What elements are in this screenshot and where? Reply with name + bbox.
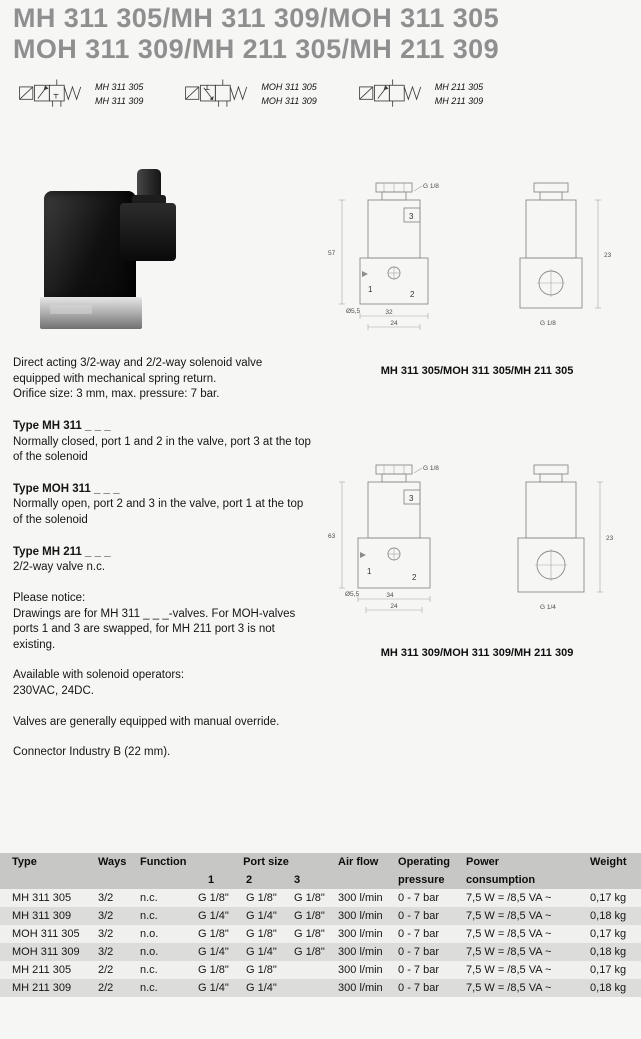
col-header-port3: 3	[292, 871, 336, 889]
col-header-function: Function	[138, 853, 196, 889]
col-header-type: Type	[0, 853, 96, 889]
table-cell: G 1/4"	[246, 982, 277, 994]
dim-label-side: 23	[604, 252, 612, 259]
table-cell: 7,5 W = /8,5 VA ~	[466, 928, 552, 940]
drawing-set-305	[318, 158, 636, 377]
table-cell: G 1/8"	[246, 964, 277, 976]
symbol-group-moh311	[179, 76, 316, 116]
port3-label: 3	[409, 494, 414, 503]
table-cell: MH 211 305	[12, 964, 72, 976]
type-mh211-heading: Type MH 211 _ _ _	[13, 545, 111, 558]
col-header-port2: 2	[244, 871, 292, 889]
type-moh311-body: Normally open, port 2 and 3 in the valve, port 1 at the top of the solenoid	[13, 498, 304, 526]
col-header-air-flow: Air flow	[336, 853, 396, 889]
dim-label-thread-top: G 1/8	[423, 183, 439, 190]
col-header-power: Power	[464, 853, 588, 871]
dim-label-width2: 24	[390, 320, 398, 327]
table-cell: MH 311 309	[12, 910, 72, 922]
port2-label: 2	[412, 573, 417, 582]
available-line2: 230VAC, 24DC.	[13, 685, 94, 697]
table-cell: 2/2	[98, 982, 114, 994]
table-row	[0, 907, 641, 925]
table-cell: MH 311 305	[12, 892, 72, 904]
table-cell: G 1/8"	[294, 946, 325, 958]
symbol-label: MOH 311 309	[261, 95, 317, 106]
table-cell: 300 l/min	[338, 910, 383, 922]
table-row	[0, 925, 641, 943]
type-moh311-heading: Type MOH 311 _ _ _	[13, 482, 120, 495]
dimension-drawing-309	[318, 440, 636, 642]
table-row	[0, 979, 641, 997]
table-cell: G 1/4"	[198, 946, 229, 958]
spec-table-header	[0, 853, 641, 889]
table-cell: MOH 311 305	[12, 928, 80, 940]
col-header-ways: Ways	[96, 853, 138, 889]
valve-symbol-icon	[179, 76, 255, 116]
port1-label: 1	[367, 567, 372, 576]
table-cell: G 1/4"	[198, 982, 229, 994]
notice-body: Drawings are for MH 311 _ _ _-valves. For MOH-valves ports 1 and 3 are swapped, for MH 211 port 3 is not existing.	[13, 607, 296, 651]
dim-label-thread-side: G 1/4	[540, 604, 556, 611]
dimension-drawing-305	[318, 158, 636, 360]
symbol-row	[13, 76, 483, 116]
port1-label: 1	[368, 285, 373, 294]
table-cell: G 1/8"	[294, 928, 325, 940]
table-cell: n.c.	[140, 982, 158, 994]
table-cell: n.c.	[140, 964, 158, 976]
table-cell: MOH 311 309	[12, 946, 80, 958]
table-cell: 0 - 7 bar	[398, 910, 439, 922]
symbol-label: MH 211 305	[434, 82, 484, 92]
col-header-pressure: pressure	[396, 871, 464, 889]
table-cell: G 1/8"	[198, 964, 229, 976]
table-cell: 3/2	[98, 892, 114, 904]
table-cell: G 1/4"	[246, 910, 277, 922]
type-mh311-body: Normally closed, port 1 and 2 in the valve, port 3 at the top of the solenoid	[13, 435, 311, 464]
table-cell: 2/2	[98, 964, 114, 976]
col-header-operating: Operating	[396, 853, 464, 871]
type-mh211-body: 2/2-way valve n.c.	[13, 561, 106, 574]
table-cell: 7,5 W = /8,5 VA ~	[466, 982, 552, 994]
table-cell: 3/2	[98, 946, 114, 958]
col-header-port-size: Port size	[196, 853, 336, 871]
table-cell: n.c.	[140, 892, 158, 904]
description-column	[13, 356, 315, 761]
dim-label-height: 63	[328, 533, 336, 540]
table-cell: 7,5 W = /8,5 VA ~	[466, 946, 552, 958]
port3-label: 3	[409, 212, 414, 221]
intro-line: Direct acting 3/2-way and 2/2-way solenoid valve	[13, 357, 263, 369]
symbol-group-mh211	[353, 76, 483, 116]
table-cell: n.o.	[140, 946, 159, 958]
table-cell: G 1/8"	[246, 892, 277, 904]
col-header-port1: 1	[196, 871, 244, 889]
table-cell: 0 - 7 bar	[398, 964, 439, 976]
intro-line: Orifice size: 3 mm, max. pressure: 7 bar.	[13, 388, 220, 401]
dim-label-width2: 24	[390, 603, 398, 610]
notice-heading: Please notice:	[13, 591, 86, 604]
table-cell: G 1/8"	[246, 928, 277, 940]
symbol-group-mh311	[13, 76, 143, 116]
table-cell: 0,17 kg	[590, 892, 627, 904]
table-cell: 0 - 7 bar	[398, 982, 439, 994]
col-header-weight: Weight	[588, 853, 641, 889]
table-cell: n.o.	[140, 928, 159, 940]
table-cell: 0,17 kg	[590, 964, 627, 976]
symbol-label: MH 311 305	[95, 82, 144, 92]
table-row	[0, 943, 641, 961]
photo-connector	[120, 203, 176, 261]
dim-label-width: 34	[386, 592, 394, 599]
page-title	[13, 3, 499, 64]
page-title-line1: MH 311 305/MH 311 309/MOH 311 305	[13, 3, 500, 33]
dim-label-diameter: Ø5,5	[346, 308, 361, 315]
photo-base-label	[50, 305, 92, 314]
dim-label-thread-top: G 1/8	[423, 465, 439, 472]
dim-label-thread-side: G 1/8	[540, 320, 556, 327]
table-cell: G 1/4"	[246, 946, 277, 958]
table-cell: G 1/8"	[294, 892, 325, 904]
table-cell: 7,5 W = /8,5 VA ~	[466, 910, 552, 922]
table-cell: n.c.	[140, 910, 158, 922]
table-cell: G 1/8"	[198, 928, 229, 940]
table-cell: 0,18 kg	[590, 982, 627, 994]
table-cell: MH 211 309	[12, 982, 72, 994]
dim-label-width: 32	[385, 309, 393, 316]
spec-table-body	[0, 889, 641, 997]
table-cell	[292, 979, 336, 997]
symbol-label: MOH 311 305	[261, 82, 317, 92]
table-cell: G 1/8"	[294, 910, 325, 922]
drawing-set-309	[318, 440, 636, 659]
connector-note: Connector Industry B (22 mm).	[13, 746, 171, 759]
available-line1: Available with solenoid operators:	[13, 669, 185, 682]
type-mh311-heading: Type MH 311 _ _ _	[13, 419, 111, 432]
table-cell: 0 - 7 bar	[398, 928, 439, 940]
drawing-caption-305: MH 311 305/MOH 311 305/MH 211 305	[380, 365, 574, 377]
spec-table	[0, 853, 641, 997]
col-header-consumption: consumption	[464, 871, 588, 889]
table-cell: 0 - 7 bar	[398, 892, 439, 904]
table-cell: 300 l/min	[338, 964, 383, 976]
port2-label: 2	[410, 290, 415, 299]
table-cell: 3/2	[98, 928, 114, 940]
table-row	[0, 961, 641, 979]
symbol-label: MH 211 309	[434, 95, 484, 106]
table-cell: 7,5 W = /8,5 VA ~	[466, 892, 552, 904]
table-cell: G 1/8"	[198, 892, 229, 904]
valve-symbol-icon	[353, 76, 429, 116]
dim-label-diameter: Ø5,5	[345, 591, 360, 598]
manual-override-note: Valves are generally equipped with manual override.	[13, 715, 280, 728]
product-photo	[40, 163, 190, 337]
table-cell: 0,17 kg	[590, 928, 627, 940]
dim-label-height: 57	[328, 250, 336, 257]
table-cell: 300 l/min	[338, 982, 383, 994]
table-cell: 300 l/min	[338, 928, 383, 940]
valve-symbol-icon	[13, 76, 89, 116]
symbol-label: MH 311 309	[95, 95, 144, 106]
intro-paragraph	[13, 356, 315, 403]
table-row	[0, 889, 641, 907]
table-cell: 0,18 kg	[590, 910, 627, 922]
table-cell: 300 l/min	[338, 946, 383, 958]
table-cell: 3/2	[98, 910, 114, 922]
table-cell: 300 l/min	[338, 892, 383, 904]
dim-label-side: 23	[606, 535, 614, 542]
table-cell: 0 - 7 bar	[398, 946, 439, 958]
table-cell	[292, 961, 336, 979]
intro-line: equipped with mechanical spring return.	[13, 372, 217, 385]
drawing-caption-309: MH 311 309/MOH 311 309/MH 211 309	[380, 647, 574, 659]
page-title-line2: MOH 311 309/MH 211 305/MH 211 309	[13, 33, 500, 64]
table-cell: 7,5 W = /8,5 VA ~	[466, 964, 552, 976]
table-cell: 0,18 kg	[590, 946, 627, 958]
table-cell: G 1/4"	[198, 910, 229, 922]
